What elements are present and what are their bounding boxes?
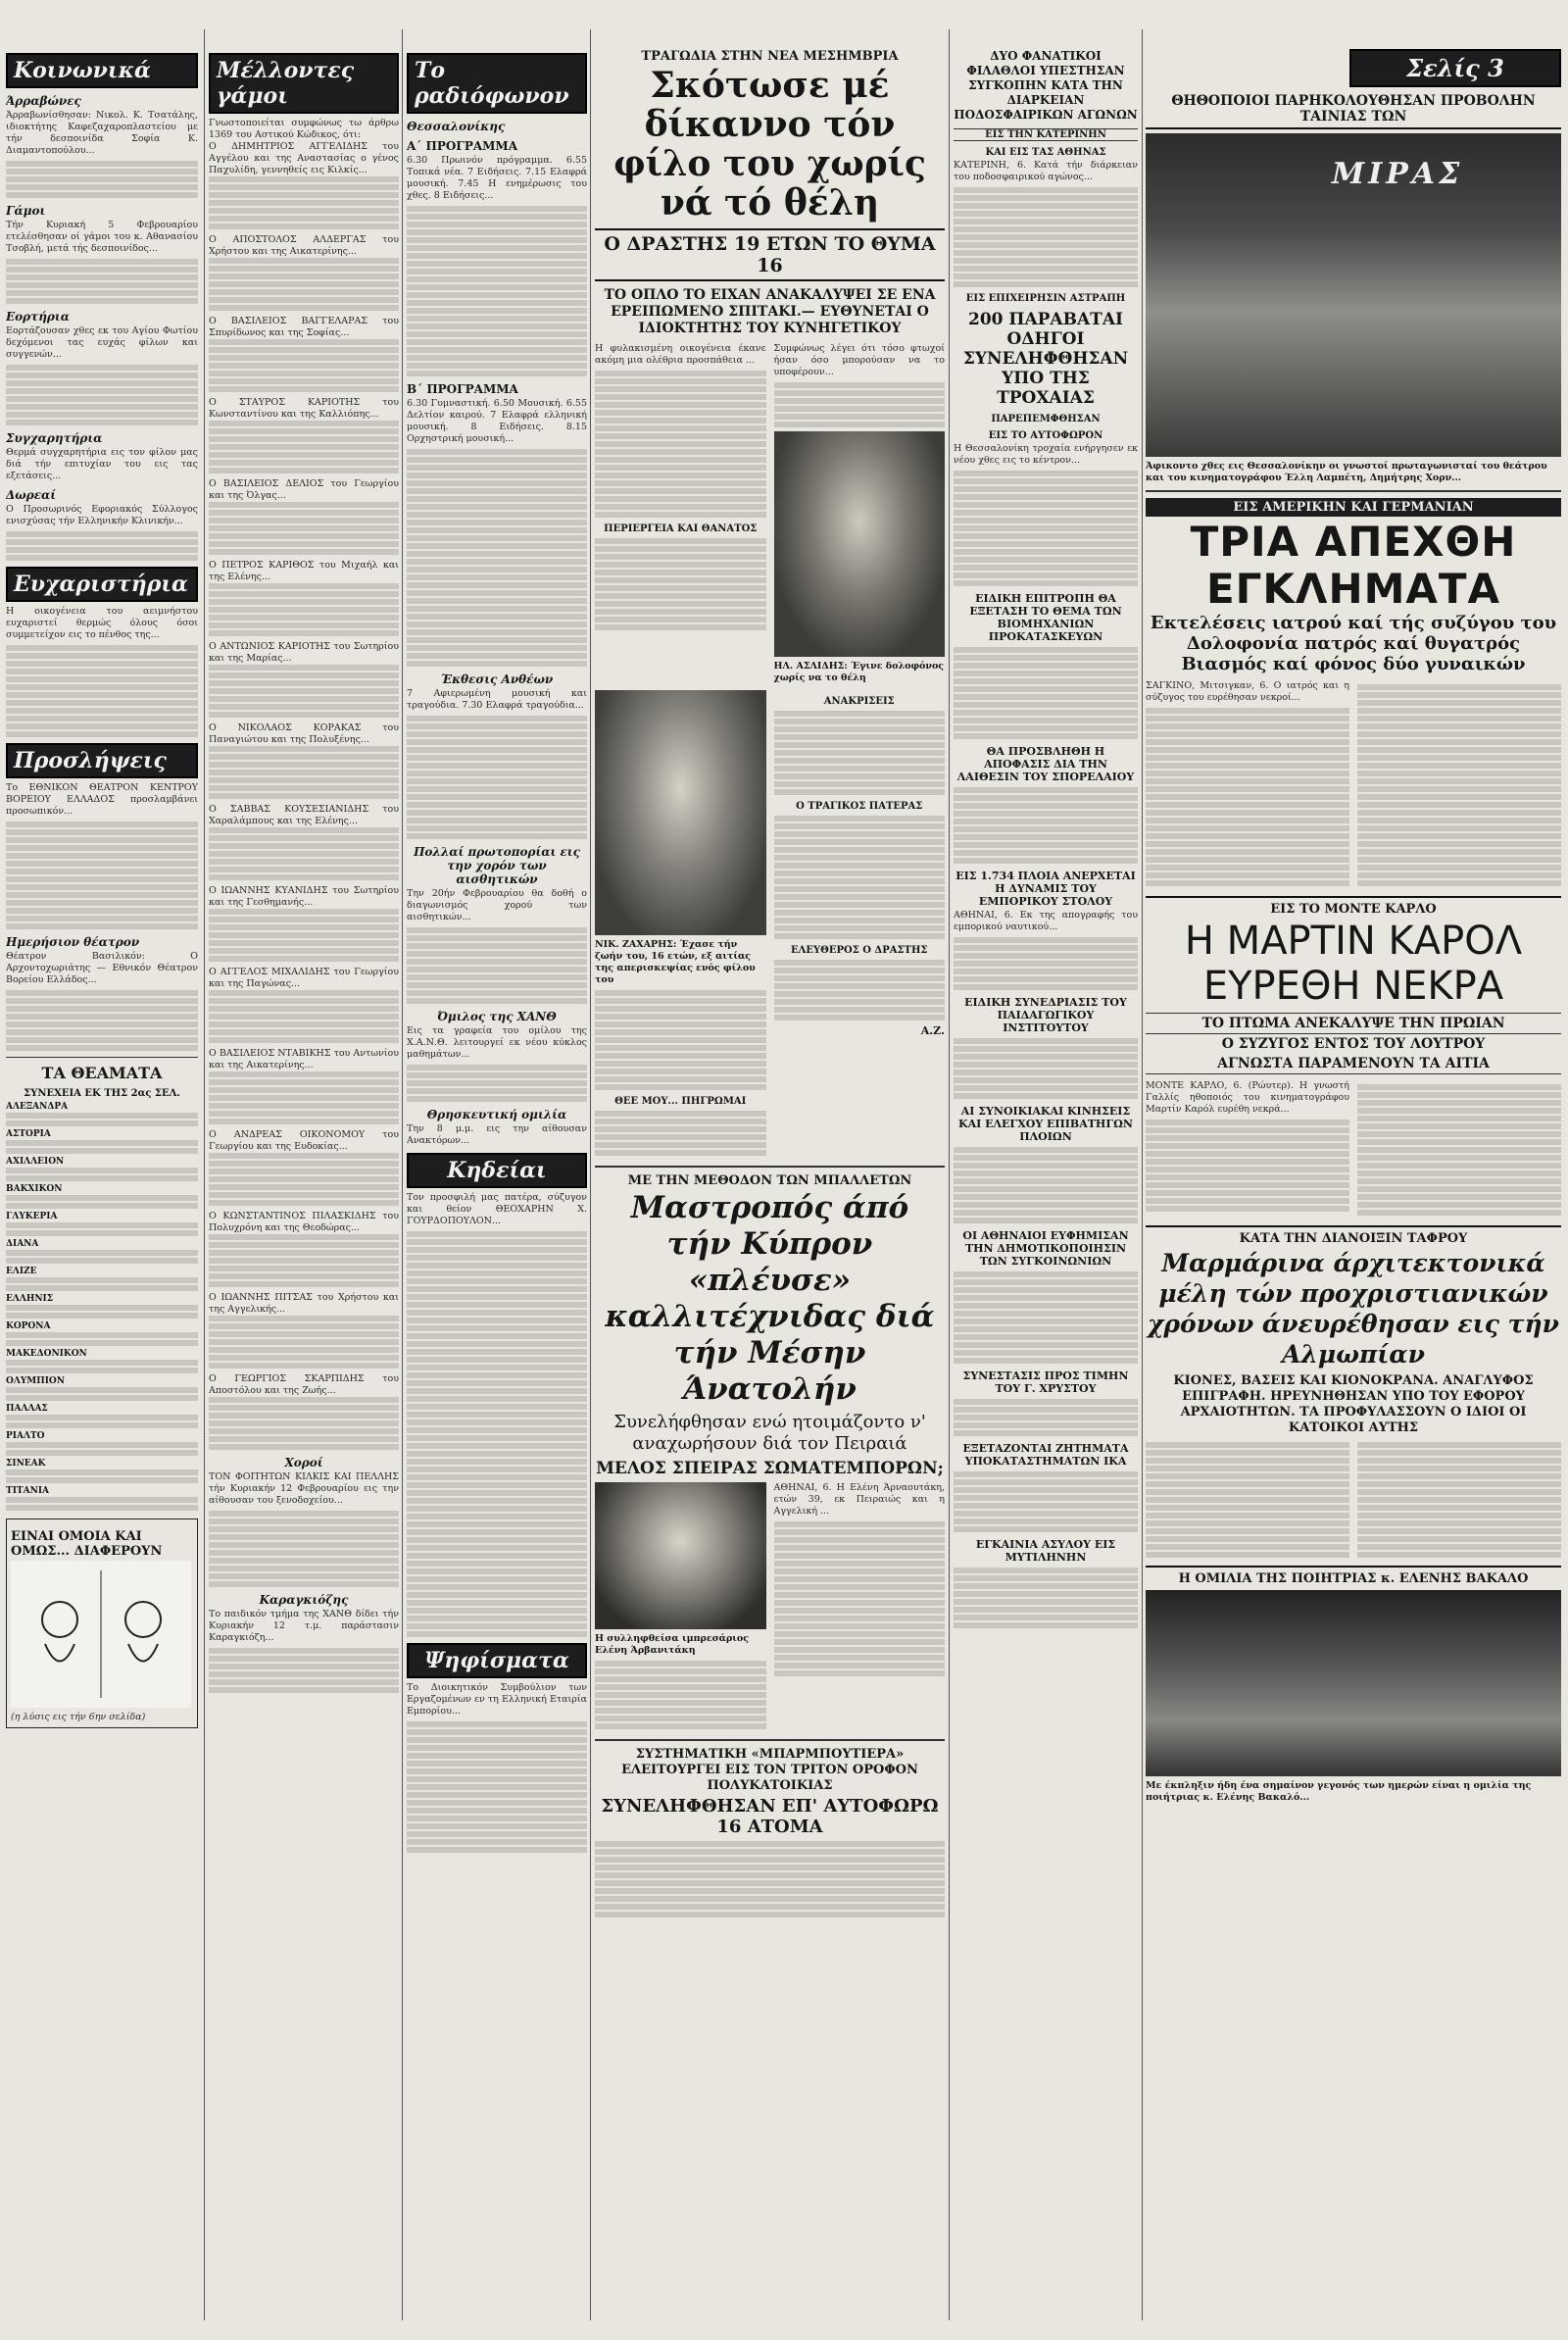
briefs-kicker: ΔΥΟ ΦΑΝΑΤΙΚΟΙ ΦΙΛΑΘΛΟΙ ΥΠΕΣΤΗΣΑΝ ΣΥΓΚΟΠΗΝ ΚΑΤΑ ΤΗΝ ΔΙΑΡΚΕΙΑΝ ΠΟΔΟΣΦΑΙΡΙΚΩΝ ΑΓΩΝΩΝ bbox=[954, 49, 1138, 122]
cinema-name: ΔΙΑΝΑ bbox=[6, 1239, 39, 1249]
heading-xano: Όμιλος της ΧΑΝΘ bbox=[437, 1010, 557, 1023]
cinema-entry bbox=[6, 1239, 198, 1264]
banner-efxaristiria: Ευχαριστήρια bbox=[6, 567, 198, 602]
story1-headline: Σκότωσε μέ δίκαννο τόν φίλο του χωρίς νά τό θέλη bbox=[613, 65, 926, 224]
text-program-b: 6.30 Γυμναστική. 6.50 Μουσική. 6.55 Δελτίον καιρού. 7 Ελαφρά ελληνική μουσική. 8 Ειδήσεις. 8.15 Ορχηστρική μουσική... bbox=[407, 398, 587, 444]
column-radio bbox=[407, 0, 587, 2340]
marriage-notice-text: Ο ΣΑΒΒΑΣ ΚΟΥΣΕΣΙΑΝΙΔΗΣ του Χαραλάμπους και της Ελένης... bbox=[209, 804, 399, 826]
cinema-entry bbox=[6, 1486, 198, 1511]
text-efxaristiria: Η οικογένεια του αειμνήστου ευχαριστεί θερμώς όλους όσοι συμμετείχον εις το πένθος της... bbox=[6, 606, 198, 640]
photo-actors-airport bbox=[1146, 133, 1561, 457]
text-kideiai: Τον προσφιλή μας πατέρα, σύζυγον και θείον ΘΕΟΧΑΡΗΝ Χ. ΓΟΥΡΔΟΠΟΥΛΟΝ... bbox=[407, 1192, 587, 1226]
marriage-notice bbox=[209, 1292, 399, 1369]
marriage-notice-text: Ο ΣΤΑΥΡΟΣ ΚΑΡΙΟΤΗΣ του Κωνσταντίνου και της Καλλιόπης... bbox=[209, 397, 399, 420]
text-protopoiia: Την 20ήν Φεβρουαρίου θα δοθή ο διαγωνισμός χορού των αισθητικών... bbox=[407, 888, 587, 922]
heading-syxaritiria: Συγχαρητήρια bbox=[6, 431, 103, 445]
briefs-h11: ΕΓΚΑΙΝΙΑ ΑΣΥΛΟΥ ΕΙΣ ΜΥΤΙΛΗΝΗΝ bbox=[975, 1538, 1116, 1564]
heading-eortiria: Εορτήρια bbox=[6, 310, 70, 324]
heading-theatro: Ημερήσιον θέατρον bbox=[6, 935, 140, 949]
theamata-list bbox=[6, 1102, 198, 1511]
text-theatro: Θέατρον Βασιλικόν: Ο Αρχοντοχωριάτης — Εθνικόν Θέατρον Βορείου Ελλάδος... bbox=[6, 951, 198, 985]
marriage-items bbox=[209, 141, 399, 1450]
text-arravones: Άρραβωνίσθησαν: Νικολ. Κ. Τσατάλης, ιδιοκτήτης Καφεζαχαροπλαστείου με τήν δεσποινίδα Σοφία Κ. Διαμαντοπούλου... bbox=[6, 110, 198, 156]
heading-efthymon: Έκθεσις Ανθέων bbox=[440, 672, 554, 686]
cinema-entry bbox=[6, 1321, 198, 1346]
story3-headline: ΣΥΝΕΛΗΦΘΗΣΑΝ ΕΠ' ΑΥΤΟΦΩΡΩ 16 ΑΤΟΜΑ bbox=[601, 1796, 939, 1837]
cinema-entry bbox=[6, 1129, 198, 1154]
cinema-entry bbox=[6, 1294, 198, 1319]
text-program-a: 6.30 Πρωινόν πρόγραμμα. 6.55 Τοπικά νέα. 7 Ειδήσεις. 7.15 Ελαφρά μουσική. 7.45 Η ενημέρωσις του χθες. 8 Ειδήσεις... bbox=[407, 155, 587, 201]
story1-body2: Συμφώνως λέγει ότι τόσο φτωχοί ήσαν όσο μπορούσαν να το υποφέρουν... bbox=[773, 343, 945, 377]
marriage-notice-text: Ο ΙΩΑΝΝΗΣ ΚΥΑΝΙΔΗΣ του Σωτηρίου και της Γεσθημανής... bbox=[209, 885, 399, 908]
banner-psifismata: Ψηφίσματα bbox=[407, 1643, 587, 1678]
story3-kicker: ΣΥΣΤΗΜΑΤΙΚΗ «ΜΠΑΡΜΠΟΥΤΙΕΡΑ» ΕΛΕΙΤΟΥΡΓΕΙ ΕΙΣ ΤΟΝ ΤΡΙΤΟΝ ΟΡΟΦΟΝ ΠΟΛΥΚΑΤΟΙΚΙΑΣ bbox=[621, 1747, 918, 1793]
cinema-name: ΕΛΙΖΕ bbox=[6, 1267, 37, 1276]
banner-kideiai: Κηδείαι bbox=[407, 1153, 587, 1188]
cartoon-illustration bbox=[11, 1561, 191, 1708]
story1-sub5: ΕΛΕΥΘΕΡΟΣ Ο ΔΡΑΣΤΗΣ bbox=[790, 945, 928, 956]
story2-bar: ΜΕΛΟΣ ΣΠΕΙΡΑΣ ΣΩΜΑΤΕΜΠΟΡΩΝ; bbox=[596, 1459, 944, 1478]
marriage-notice-text: Ο ΑΓΓΕΛΟΣ ΜΙΧΑΛΙΔΗΣ του Γεωργίου και της Παγώνας... bbox=[209, 967, 399, 989]
page3-body3: ΜΟΝΤΕ ΚΑΡΛΟ, 6. (Ρώυτερ). Η γνωστή Γαλλίς ηθοποιός του κινηματογράφου Μαρτίν Καρόλ ευρέθη νεκρά... bbox=[1146, 1080, 1349, 1115]
photo-vakalo-caption: Με έκπληξιν ήδη ένα σημαίνον γεγονός των ημερών είναι η ομιλία της ποιήτριας κ. Ελένης Βακαλό... bbox=[1146, 1780, 1532, 1803]
briefs-headline2: 200 ΠΑΡΑΒΑΤΑΙ ΟΔΗΓΟΙ ΣΥΝΕΛΗΦΘΗΣΑΝ ΥΠΟ ΤΗΣ ΤΡΟΧΑΙΑΣ bbox=[962, 310, 1129, 408]
briefs-body1: ΚΑΤΕΡΙΝΗ, 6. Κατά τήν διάρκειαν του ποδοσφαιρικού αγώνος... bbox=[954, 160, 1138, 182]
page3-sub3a: ΤΟ ΠΤΩΜΑ ΑΝΕΚΑΛΥΨΕ ΤΗΝ ΠΡΩΙΑΝ bbox=[1146, 1013, 1561, 1034]
marriage-notice-text: Ο ΔΗΜΗΤΡΙΟΣ ΑΓΓΕΛΙΔΗΣ του Αγγέλου και της Αναστασίας ο γένος Παχυλίδη, γεννηθείς εις Κιλκίς... bbox=[209, 141, 399, 175]
marriage-notice-text: Ο ΒΑΣΙΛΕΙΟΣ ΒΑΓΓΕΛΑΡΑΣ του Σπυρίδωνος και της Σοφίας... bbox=[209, 316, 399, 338]
photo-aslidis-caption: ΗΛ. ΑΣΛΙΔΗΣ: Έγινε δολοφόνος χωρίς να το θέλη bbox=[773, 661, 945, 683]
story1-sub1: ΠΕΡΙΕΡΓΕΙΑ ΚΑΙ ΘΑΝΑΤΟΣ bbox=[604, 523, 758, 534]
cinema-entry bbox=[6, 1212, 198, 1236]
heading-program-b: Β΄ ΠΡΟΓΡΑΜΜΑ bbox=[407, 382, 518, 396]
page3-deck2c: Βιασμός καί φόνος δύο γυναικών bbox=[1181, 654, 1526, 674]
page3-kicker4: ΚΑΤΑ ΤΗΝ ΔΙΑΝΟΙΞΙΝ ΤΑΦΡΟΥ bbox=[1146, 1225, 1561, 1246]
heading-karagkiozis: Καραγκιόζης bbox=[259, 1593, 349, 1607]
story2-deck: Συνελήφθησαν ενώ ητοιμάζοντο ν' αναχωρήσουν διά τον Πειραιά bbox=[613, 1412, 926, 1454]
banner-mellontes-gamoi: Μέλλοντες γάμοι bbox=[209, 53, 399, 114]
marriage-notice-text: Ο ΒΑΣΙΛΕΙΟΣ ΔΕΛΙΟΣ του Γεωργίου και της Όλγας... bbox=[209, 478, 399, 501]
marriages-intro: Γνωστοποιείται συμφώνως τω άρθρω 1369 του Αστικού Κώδικος, ότι: bbox=[209, 118, 399, 140]
briefs-sub4: ΕΙΣ ΤΟ ΑΥΤΟΦΩΡΟΝ bbox=[988, 430, 1103, 441]
marriage-notice bbox=[209, 641, 399, 718]
cinema-entry bbox=[6, 1459, 198, 1483]
page3-kicker5: Η ΟΜΙΛΙΑ ΤΗΣ ΠΟΙΗΤΡΙΑΣ κ. ΕΛΕΝΗΣ ΒΑΚΑΛΟ bbox=[1146, 1566, 1561, 1586]
cinema-name: ΟΛΥΜΠΙΟΝ bbox=[6, 1376, 65, 1386]
cartoon-title: ΕΙΝΑΙ ΟΜΟΙΑ ΚΑΙ ΟΜΩΣ... ΔΙΑΦΕΡΟΥΝ bbox=[11, 1529, 163, 1559]
story2-body: ΑΘΗΝΑΙ, 6. Η Ελένη Άρναουτάκη, ετών 39, εκ Πειραιώς και η Αγγελική ... bbox=[773, 1482, 945, 1517]
text-syxaritiria: Θερμά συγχαρητήρια εις τον φίλον μας διά τήν επιτυχίαν του εις τας εξετάσεις... bbox=[6, 447, 198, 481]
marriage-notice-text: Ο ΙΩΑΝΝΗΣ ΠΙΤΣΑΣ του Χρήστου και της Αγγελικής... bbox=[209, 1292, 399, 1315]
photo-actors-caption: Άφικοντο χθες εις Θεσσαλονίκην οι γνωστοί πρωταγωνισταί του θεάτρου και του κινηματογράφου Έλλη Λαμπέτη, Δημήτρης Χορν... bbox=[1146, 461, 1547, 483]
briefs-h7: ΑΙ ΣΥΝΟΙΚΙΑΚΑΙ ΚΙΝΗΣΕΙΣ ΚΑΙ ΕΛΕΓΧΟΥ ΕΠΙΒΑΤΗΓΩΝ ΠΛΟΙΩΝ bbox=[958, 1105, 1133, 1143]
story1-sub3: Ο ΤΡΑΓΙΚΟΣ ΠΑΤΕΡΑΣ bbox=[796, 801, 923, 812]
cinema-name: ΑΧΙΛΛΕΙΟΝ bbox=[6, 1157, 65, 1167]
marriage-notice bbox=[209, 1373, 399, 1450]
page3-headline3: Η ΜΑΡΤΙΝ ΚΑΡΟΛ ΕΥΡΕΘΗ ΝΕΚΡΑ bbox=[1184, 919, 1523, 1009]
text-karagkiozis: Το παιδικόν τμήμα της ΧΑΝΘ δίδει τήν Κυριακήν 12 τ.μ. παράστασιν Καραγκιόζη... bbox=[209, 1609, 399, 1643]
marriage-notice bbox=[209, 1211, 399, 1287]
cinema-name: ΓΛΥΚΕΡΙΑ bbox=[6, 1212, 58, 1221]
cinema-entry bbox=[6, 1431, 198, 1456]
briefs-h8: ΟΙ ΑΘΗΝΑΙΟΙ ΕΥΦΗΜΙΣΑΝ ΤΗΝ ΔΗΜΟΤΙΚΟΠΟΙΗΣΙΝ ΤΩΝ ΣΥΓΚΟΙΝΩΝΙΩΝ bbox=[962, 1229, 1129, 1268]
cinema-name: ΒΑΚΧΙΚΟΝ bbox=[6, 1184, 63, 1194]
photo-zacharis-caption: ΝΙΚ. ΖΑΧΑΡΗΣ: Έχασε τήν ζωήν του, 16 ετών, εξ αιτίας της απερισκεψίας ενός φίλου του bbox=[595, 939, 756, 985]
marriage-notice bbox=[209, 1048, 399, 1124]
photo-zacharis bbox=[595, 690, 766, 935]
text-xano: Εις τα γραφεία του ομίλου της Χ.Α.Ν.Θ. λειτουργεί εκ νέου κύκλος μαθημάτων... bbox=[407, 1025, 587, 1060]
photo-airplane-label: ΜΙΡΑΣ bbox=[1332, 157, 1464, 191]
briefs-h6: ΕΙΔΙΚΗ ΣΥΝΕΔΡΙΑΣΙΣ ΤΟΥ ΠΑΙΔΑΓΩΓΙΚΟΥ ΙΝΣΤΙΤΟΥΤΟΥ bbox=[964, 996, 1127, 1034]
cinema-entry bbox=[6, 1157, 198, 1181]
page3-sub3c: ΑΓΝΩΣΤΑ ΠΑΡΑΜΕΝΟΥΝ ΤΑ ΑΙΤΙΑ bbox=[1146, 1054, 1561, 1074]
briefs-h4: ΘΑ ΠΡΟΣΒΛΗΘΗ Η ΑΠΟΦΑΣΙΣ ΔΙΑ ΤΗΝ ΛΑΙΘΕΣΙΝ ΤΟΥ ΣΠΟΡΕΛΑΙΟΥ bbox=[956, 745, 1135, 783]
marriage-notice-text: Ο ΚΩΝΣΤΑΝΤΙΝΟΣ ΠΙΛΑΣΚΙΔΗΣ του Πολυχρόνη και της Θεοδώρας... bbox=[209, 1211, 399, 1233]
heading-gamoi: Γάμοι bbox=[6, 204, 46, 218]
text-gamoi: Τήν Κυριακή 5 Φεβρουαρίου ετελέσθησαν οί γάμοι του κ. Αθανασίου Τσοβλή, μετά τής δεσποινίδος... bbox=[6, 220, 198, 254]
text-psifismata: Το Διοικητικόν Συμβούλιον των Εργαζομένων εν τη Ελληνική Εταιρία Εμπορίου... bbox=[407, 1682, 587, 1717]
cinema-name: ΜΑΚΕΔΟΝΙΚΟΝ bbox=[6, 1349, 87, 1359]
briefs-h10: ΕΞΕΤΑΖΟΝΤΑΙ ΖΗΤΗΜΑΤΑ ΥΠΟΚΑΤΑΣΤΗΜΑΤΩΝ ΙΚΑ bbox=[962, 1442, 1129, 1468]
banner-proslipseis: Προσλήψεις bbox=[6, 743, 198, 778]
cinema-entry bbox=[6, 1267, 198, 1291]
heading-arravones: Άρραβώνες bbox=[6, 94, 81, 108]
briefs-sub3: ΠΑΡΕΠΕΜΦΘΗΣΑΝ bbox=[991, 414, 1101, 424]
marriage-notice bbox=[209, 234, 399, 311]
briefs-body2: Η Θεσσαλονίκη τροχαία ενήργησεν εκ νέου χθες εις το κέντρον... bbox=[954, 443, 1138, 466]
marriage-notice-text: Ο ΑΠΟΣΤΟΛΟΣ ΑΛΔΕΡΓΑΣ του Χρήστου και της Αικατερίνης... bbox=[209, 234, 399, 257]
page3-deck4: ΚΙΟΝΕΣ, ΒΑΣΕΙΣ ΚΑΙ ΚΙΟΝΟΚΡΑΝΑ. ΑΝΑΓΛΥΦΟΣ ΕΠΙΓΡΑΦΗ. ΗΡΕΥΝΗΘΗΣΑΝ ΥΠΟ ΤΟΥ ΕΦΟΡΟΥ ΑΡΧΑΙΟΤΗΤΩΝ. ΤΑ ΠΡΟΦΥΛΑΣΣΟΥΝ Ο ΙΔΙΟΙ ΟΙ ΚΑΤΟΙΚΟΙ ΑΥΤΗΣ bbox=[1173, 1373, 1534, 1435]
briefs-sub2: ΚΑΙ ΕΙΣ ΤΑΣ ΑΘΗΝΑΣ bbox=[985, 147, 1106, 158]
story1-byline: Α.Ζ. bbox=[920, 1024, 945, 1037]
text-efthymon: 7 Αφιερωμένη μουσική και τραγούδια. 7.30 Ελαφρά τραγούδια... bbox=[407, 688, 587, 711]
marriage-notice bbox=[209, 316, 399, 392]
cinema-name: ΡΙΑΛΤΟ bbox=[6, 1431, 45, 1441]
story1-sub4: ΘΕΕ ΜΟΥ... ΠΗΓΡΩΜΑΙ bbox=[614, 1096, 747, 1107]
cinema-entry bbox=[6, 1404, 198, 1428]
banner-radio: Το ραδιόφωνον bbox=[407, 53, 587, 114]
cinema-name: ΤΙΤΑΝΙΑ bbox=[6, 1486, 50, 1496]
briefs-h9: ΣΥΝΕΣΤΑΣΙΣ ΠΡΟΣ ΤΙΜΗΝ ΤΟΥ Γ. ΧΡΥΣΤΟΥ bbox=[962, 1369, 1129, 1395]
text-xoroi: ΤΟΝ ΦΟΙΤΗΤΩΝ ΚΙΛΚΙΣ ΚΑΙ ΠΕΛΛΗΣ τήν Κυριακήν 12 Φεβρουαρίου εις την αίθουσαν του ξενοδοχείου... bbox=[209, 1471, 399, 1506]
photo-vakalo-lecture bbox=[1146, 1590, 1561, 1776]
column-page3 bbox=[1146, 0, 1561, 2340]
cinema-name: ΑΛΕΞΑΝΔΡΑ bbox=[6, 1102, 69, 1112]
heading-thriskeftiki: Θρησκευτική ομιλία bbox=[426, 1108, 567, 1121]
page3-sub3b: Ο ΣΥΖΥΓΟΣ ΕΝΤΟΣ ΤΟΥ ΛΟΥΤΡΟΥ bbox=[1221, 1036, 1486, 1052]
cinema-name: ΠΑΛΛΑΣ bbox=[6, 1404, 48, 1414]
marriage-notice-text: Ο ΑΝΤΩΝΙΟΣ ΚΑΡΙΟΤΗΣ του Σωτηρίου και της Μαρίας... bbox=[209, 641, 399, 664]
cinema-name: ΕΛΛΗΝΙΣ bbox=[6, 1294, 54, 1304]
heading-xoroi: Χοροί bbox=[284, 1456, 323, 1469]
cinema-name: ΑΣΤΟΡΙΑ bbox=[6, 1129, 51, 1139]
cinema-entry bbox=[6, 1349, 198, 1373]
column-news-briefs bbox=[954, 0, 1138, 2340]
cinema-entry bbox=[6, 1184, 198, 1209]
marriage-notice-text: Ο ΑΝΔΡΕΑΣ ΟΙΚΟΝΟΜΟΥ του Γεωργίου και της Ευδοκίας... bbox=[209, 1129, 399, 1152]
page3-body2: ΣΑΓΚΙΝΟ, Μιτσιγκαν, 6. Ο ιατρός και η σύζυγος του ευρέθησαν νεκροί... bbox=[1146, 680, 1349, 703]
text-thriskeftiki: Την 8 μ.μ. εις την αίθουσαν Ανακτόρων... bbox=[407, 1123, 587, 1146]
page3-headline1: ΘΗΘΟΠΟΙΟΙ ΠΑΡΗΚΟΛΟΥΘΗΣΑΝ ΠΡΟΒΟΛΗΝ ΤΑΙΝΙΑΣ ΤΩΝ bbox=[1146, 93, 1561, 129]
briefs-sub1: ΕΙΣ ΤΗΝ ΚΑΤΕΡΙΝΗΝ bbox=[954, 128, 1138, 141]
photo-arvanitaki bbox=[595, 1482, 766, 1629]
column-social bbox=[6, 0, 198, 2340]
photo-arvanitaki-caption: Η συλληφθείσα ιμπρεσάριος Ελένη Άρβανιτάκη bbox=[595, 1633, 749, 1656]
page3-headline2: ΤΡΙΑ ΑΠΕΧΘΗ ΕΓΚΛΗΜΑΤΑ bbox=[1190, 518, 1517, 613]
radio-station: Θεσσαλονίκης bbox=[407, 120, 506, 133]
text-proslipseis: Το ΕΘΝΙΚΟΝ ΘΕΑΤΡΟΝ ΚΕΝΤΡΟΥ ΒΟΡΕΙΟΥ ΕΛΛΑΔΟΣ προσλαμβάνει προσωπικόν... bbox=[6, 782, 198, 817]
page3-headline4: Μαρμάρινα άρχιτεκτονικά μέλη τών προχριστιανικών χρόνων άνευρέθησαν εις τήν Αλμωπίαν bbox=[1147, 1249, 1560, 1369]
marriage-notice bbox=[209, 141, 399, 229]
briefs-kicker2: ΕΙΣ ΕΠΙΧΕΙΡΗΣΙΝ ΑΣΤΡΑΠΗ bbox=[965, 293, 1126, 304]
cartoon-box bbox=[6, 1519, 198, 1728]
page3-kicker2: ΕΙΣ ΑΜΕΡΙΚΗΝ ΚΑΙ ΓΕΡΜΑΝΙΑΝ bbox=[1146, 498, 1561, 517]
cinema-name: ΣΙΝΕΑΚ bbox=[6, 1459, 46, 1469]
column-main-stories bbox=[595, 0, 945, 2340]
page3-deck2b: Δολοφονία πατρός καί θυγατρός bbox=[1186, 633, 1521, 654]
marriage-notice bbox=[209, 885, 399, 962]
text-eortiria: Εορτάζουσαν χθες εκ του Αγίου Φωτίου δεχόμενοι τας ευχάς φίλων και συγγενών... bbox=[6, 325, 198, 360]
briefs-h3: ΕΙΔΙΚΗ ΕΠΙΤΡΟΠΗ ΘΑ ΕΞΕΤΑΣΗ ΤΟ ΘΕΜΑ ΤΩΝ ΒΙΟΜΗΧΑΝΙΩΝ ΠΡΟΚΑΤΑΣΚΕΥΩΝ bbox=[969, 592, 1122, 643]
heading-theamata: ΤΑ ΘΕΑΜΑΤΑ bbox=[41, 1064, 163, 1082]
story1-kicker: ΤΡΑΓΩΔΙΑ ΣΤΗΝ ΝΕΑ ΜΕΣΗΜΒΡΙΑ bbox=[641, 49, 899, 64]
cinema-entry bbox=[6, 1102, 198, 1126]
story1-body1: Η φυλακισμένη οικογένεια έκανε ακόμη μια ολέθρια προσπάθεια ... bbox=[595, 343, 766, 366]
marriage-notice bbox=[209, 1129, 399, 1206]
marriage-notice bbox=[209, 804, 399, 880]
heading-dorea: Δωρεαί bbox=[6, 488, 57, 502]
photo-aslidis bbox=[774, 431, 946, 657]
marriage-notice-text: Ο ΓΕΩΡΓΙΟΣ ΣΚΑΡΠΙΔΗΣ του Αποστόλου και της Ζωής... bbox=[209, 1373, 399, 1396]
column-marriages bbox=[209, 0, 399, 2340]
subheading-theamata: ΣΥΝΕΧΕΙΑ ΕΚ ΤΗΣ 2ας ΣΕΛ. bbox=[24, 1088, 180, 1099]
marriage-notice bbox=[209, 722, 399, 799]
briefs-body3: ΑΘΗΝΑΙ, 6. Εκ της απογραφής του εμπορικού ναυτικού... bbox=[954, 910, 1138, 932]
heading-program-a: Α΄ ΠΡΟΓΡΑΜΜΑ bbox=[407, 139, 518, 153]
marriage-notice bbox=[209, 397, 399, 473]
story1-bar: Ο ΔΡΑΣΤΗΣ 19 ΕΤΩΝ ΤΟ ΘΥΜΑ 16 bbox=[595, 228, 945, 281]
text-dorea: Ο Προσωρινός Εφοριακός Σύλλογος ενισχύσας τήν Ελληνικήν Κλινικήν... bbox=[6, 504, 198, 526]
marriage-notice bbox=[209, 560, 399, 636]
marriage-notice-text: Ο ΝΙΚΟΛΑΟΣ ΚΟΡΑΚΑΣ του Παναγιώτου και της Πολυξένης... bbox=[209, 722, 399, 745]
cartoon-caption: (η λύσις εις τήν 6ην σελίδα) bbox=[11, 1712, 146, 1722]
story1-sub2: ΑΝΑΚΡΙΣΕΙΣ bbox=[823, 696, 895, 707]
marriage-notice-text: Ο ΠΕΤΡΟΣ ΚΑΡΙΘΟΣ του Μιχαήλ και της Ελένης... bbox=[209, 560, 399, 582]
page3-deck2a: Εκτελέσεις ιατρού καί τής συζύγου του bbox=[1150, 613, 1557, 633]
cinema-entry bbox=[6, 1376, 198, 1401]
page3-kicker3: ΕΙΣ ΤΟ ΜΟΝΤΕ ΚΑΡΛΟ bbox=[1146, 896, 1561, 917]
briefs-h5: ΕΙΣ 1.734 ΠΛΟΙΑ ΑΝΕΡΧΕΤΑΙ Η ΔΥΝΑΜΙΣ ΤΟΥ ΕΜΠΟΡΙΚΟΥ ΣΤΟΛΟΥ bbox=[956, 870, 1136, 908]
cinema-name: ΚΟΡΟΝΑ bbox=[6, 1321, 51, 1331]
story2-headline: Μαστροπός άπό τήν Κύπρον «πλέυσε» καλλιτέχνιδας διά τήν Μέσην Άνατολήν bbox=[605, 1190, 935, 1407]
marriage-notice-text: Ο ΒΑΣΙΛΕΙΟΣ ΝΤΑΒΙΚΗΣ του Αντωνίου και της Αικατερίνης... bbox=[209, 1048, 399, 1070]
marriage-notice bbox=[209, 967, 399, 1043]
story2-kicker: ΜΕ ΤΗΝ ΜΕΘΟΔΟΝ ΤΩΝ ΜΠΑΛΛΕΤΩΝ bbox=[627, 1173, 912, 1188]
heading-protopoiia: Πολλαί πρωτοπορίαι εις την χορόν των αισθητικών bbox=[414, 845, 580, 886]
banner-page-number: Σελίς 3 bbox=[1349, 49, 1561, 87]
banner-social: Κοινωνικά bbox=[6, 53, 198, 88]
marriage-notice bbox=[209, 478, 399, 555]
story1-deck: ΤΟ ΟΠΛΟ ΤΟ ΕΙΧΑΝ ΑΝΑΚΑΛΥΨΕΙ ΣΕ ΕΝΑ ΕΡΕΙΠΩΜΕΝΟ ΣΠΙΤΑΚΙ.— ΕΥΘΥΝΕΤΑΙ Ο ΙΔΙΟΚΤΗΤΗΣ ΤΟΥ ΚΥΝΗΓΕΤΙΚΟΥ bbox=[604, 287, 936, 336]
